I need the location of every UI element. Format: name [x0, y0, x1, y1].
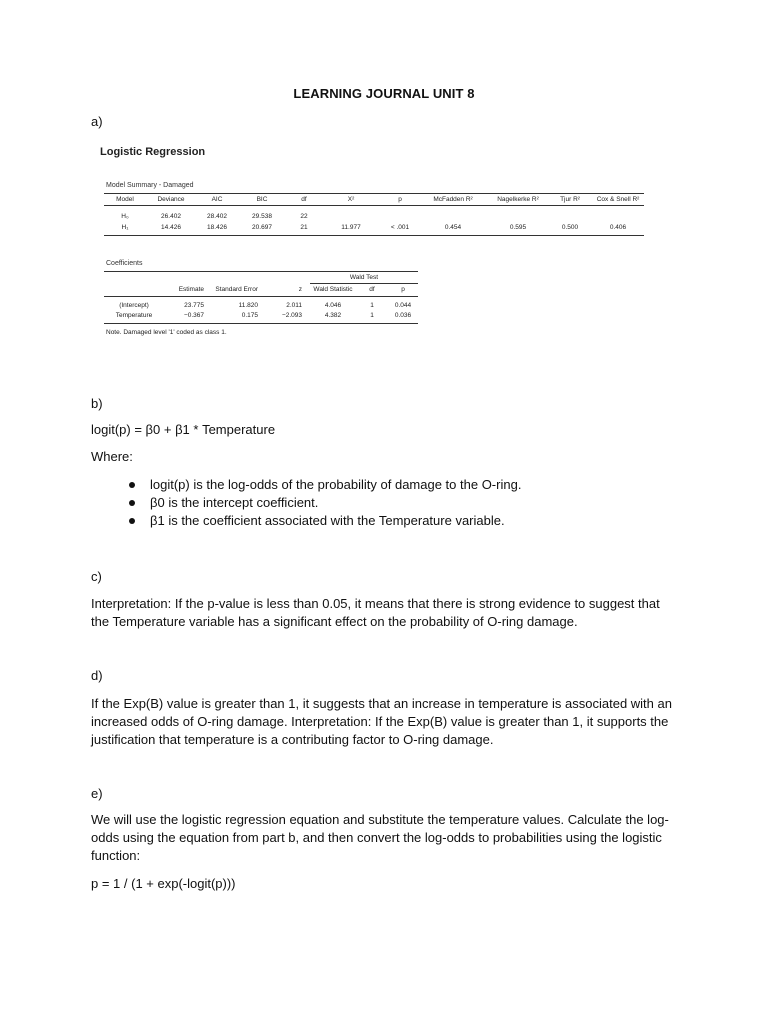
table-cell: H₀ [121, 213, 129, 220]
table-cell: 0.036 [394, 312, 412, 319]
logistic-formula: p = 1 / (1 + exp(-logit(p))) [91, 876, 236, 891]
table-cell: 20.697 [252, 224, 272, 231]
table-cell: < .001 [390, 224, 410, 231]
part-d-paragraph [91, 695, 675, 749]
section-d-label: d) [91, 668, 103, 683]
table-cell: 0.406 [609, 224, 627, 231]
bullet-icon [129, 482, 135, 488]
part-c-paragraph [91, 595, 675, 631]
part-d-text: If the Exp(B) value is greater than 1, it suggests that an increase in temperature is associated with an increased odds of O-ring damage. Interpretation: If the Exp(B) value is greater than 1, it supports the justification that temperature is a contributing factor to O-ring damage. [91, 696, 672, 747]
table-cell: 1 [370, 302, 374, 309]
table-header-cell: Deviance [157, 196, 185, 203]
table-cell: 4.382 [324, 312, 342, 319]
table-header-cell: X² [347, 196, 355, 203]
table-cell: 28.402 [207, 213, 227, 220]
table-header-cell: McFadden R² [433, 196, 473, 203]
model-summary-title: Model Summary - Damaged [106, 182, 194, 189]
table-cell: 14.426 [161, 224, 181, 231]
output-note: Note. Damaged level '1' coded as class 1. [106, 329, 227, 336]
section-b-label: b) [91, 396, 103, 411]
table-cell: −0.367 [183, 312, 204, 319]
table-cell: 22 [300, 213, 308, 220]
definitions-list [111, 476, 521, 530]
where-label: Where: [91, 449, 133, 464]
table-cell: 4.046 [324, 302, 342, 309]
table-cell: 21 [300, 224, 308, 231]
table-cell: 0.595 [509, 224, 527, 231]
section-e-label: e) [91, 786, 103, 801]
table-header-cell: Estimate [178, 286, 204, 293]
table-cell: 0.500 [561, 224, 579, 231]
list-item [111, 476, 521, 494]
table-header-cell: p [401, 286, 405, 293]
table-cell: 2.011 [286, 302, 302, 309]
table-cell: 0.454 [444, 224, 462, 231]
table-header-cell: Model [116, 196, 134, 203]
table-cell: 23.775 [184, 302, 204, 309]
table-cell: 18.426 [207, 224, 227, 231]
equation: logit(p) = β0 + β1 * Temperature [91, 422, 276, 437]
coefficients-top-rule [104, 271, 418, 272]
list-item [111, 494, 521, 512]
wald-test-group-label: Wald Test [349, 274, 379, 281]
list-item-text: β0 is the intercept coefficient. [150, 495, 319, 510]
table-cell: H₁ [121, 224, 129, 231]
section-c-label: c) [91, 569, 102, 584]
bullet-icon [129, 500, 135, 506]
list-item-text: logit(p) is the log-odds of the probability of damage to the O-ring. [150, 477, 522, 492]
table-cell: −2.093 [281, 312, 302, 319]
table-header-cell: BIC [256, 196, 268, 203]
coefficients-header-rule [104, 296, 418, 297]
table-cell: 0.175 [241, 312, 258, 319]
table-cell: 1 [370, 312, 374, 319]
table-header-cell: Nagelkerke R² [497, 196, 539, 203]
model-summary-top-rule [104, 193, 644, 194]
output-heading: Logistic Regression [100, 146, 206, 158]
model-summary-bottom-rule [104, 235, 644, 236]
part-c-text: Interpretation: If the p-value is less than 0.05, it means that there is strong evidence to suggest that the Temperature variable has a significant effect on the probability of O-ring damage. [91, 596, 660, 629]
table-header-cell: z [298, 286, 302, 293]
table-header-cell: Standard Error [215, 286, 258, 293]
bullet-icon [129, 518, 135, 524]
section-a-label: a) [91, 114, 103, 129]
table-header-cell: p [398, 196, 402, 203]
table-cell: 0.044 [394, 302, 412, 309]
document-title: LEARNING JOURNAL UNIT 8 [293, 86, 475, 101]
table-cell: 11.977 [341, 224, 361, 231]
wald-test-group-rule [310, 283, 418, 284]
table-header-cell: Cox & Snell R² [596, 196, 640, 203]
coefficients-title: Coefficients [106, 260, 143, 267]
table-header-cell: df [369, 286, 375, 293]
table-header-cell: Tjur R² [560, 196, 580, 203]
coefficients-bottom-rule [104, 323, 418, 324]
logistic-regression-output-image [100, 140, 648, 336]
model-summary-header-rule [104, 205, 644, 206]
table-header-cell: AIC [211, 196, 223, 203]
part-e-paragraph [91, 811, 675, 865]
part-e-text: We will use the logistic regression equation and substitute the temperature values. Calculate the log-odds using the equation from part b, and then convert the log-odds to probabilities using the logistic function: [91, 812, 669, 863]
table-cell: Temperature [115, 312, 153, 319]
list-item [111, 512, 521, 530]
table-header-cell: df [301, 196, 307, 203]
table-cell: (Intercept) [119, 302, 149, 309]
table-cell: 26.402 [161, 213, 181, 220]
table-cell: 11.820 [238, 302, 258, 309]
table-header-cell: Wald Statistic [313, 286, 353, 293]
table-cell: 29.538 [252, 213, 272, 220]
list-item-text: β1 is the coefficient associated with the Temperature variable. [150, 513, 505, 528]
